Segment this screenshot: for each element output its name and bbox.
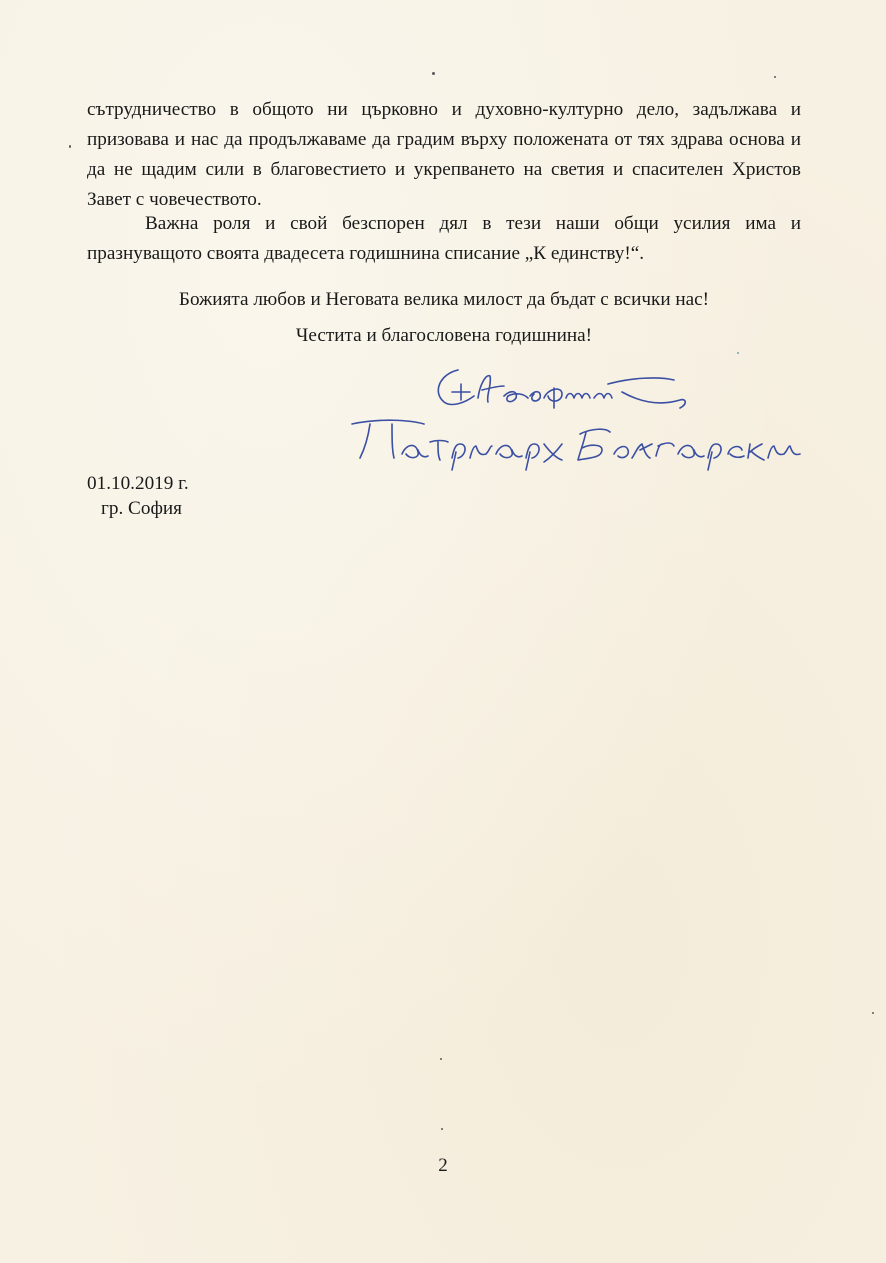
paper-speck — [69, 145, 71, 148]
blessing-line: Божията любов и Неговата велика милост да бъдат с всички нас! — [178, 289, 710, 310]
paper-speck — [872, 1012, 874, 1014]
page-number: 2 — [438, 1155, 448, 1176]
handwritten-signature — [340, 362, 810, 474]
congratulation-line: Честита и благословена годишнина! — [295, 325, 593, 346]
paper-speck — [440, 1058, 442, 1060]
letter-date: 01.10.2019 г. — [87, 473, 189, 494]
paper-speck — [774, 76, 776, 78]
paper-speck — [737, 352, 739, 354]
paper-speck — [441, 1128, 443, 1130]
paragraph-anniversary: Важна роля и свой безспорен дял в тези наши общи усилия има и празнуващото своята двадесета годишнина списание „К единству!“. — [87, 213, 801, 264]
letter-place: гр. София — [101, 498, 182, 519]
paragraph-continuation: сътрудничество в общото ни църковно и духовно-културно дело, задължава и призовава и нас да продължаваме да градим върху положената от тях здрава основа и да не щадим сили в благовестието и укрепването на светия и спасителен Христов Завет с човечеството. — [87, 99, 801, 210]
paper-speck — [432, 72, 435, 75]
